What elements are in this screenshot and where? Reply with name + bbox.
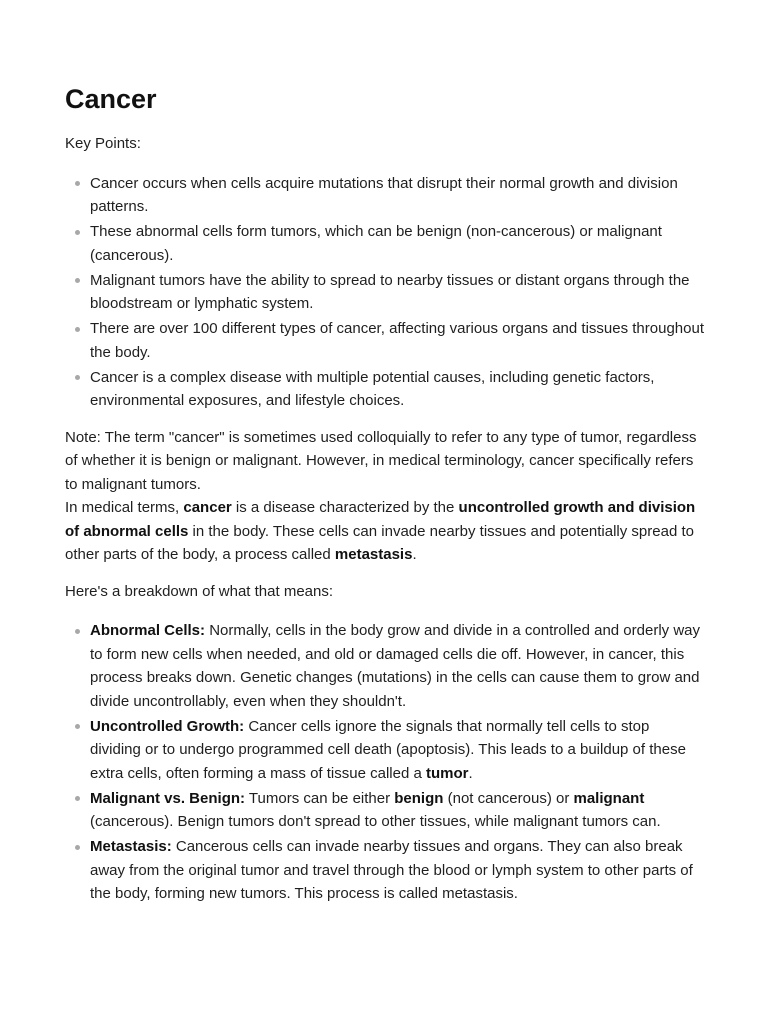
breakdown-item-metastasis [65, 835, 704, 906]
note-paragraph: Note: The term "cancer" is sometimes used colloquially to refer to any type of tumor, regardless of whether it is benign or malignant. However, in medical terminology, cancer specifically refers to malignant tumors. [65, 428, 697, 493]
page-title: Cancer [65, 84, 157, 114]
definition-text: . [412, 546, 417, 563]
breakdown-intro: Here's a breakdown of what that means: [65, 582, 334, 600]
item-text: (not cancerous) or [443, 789, 574, 807]
breakdown-item-abnormal-cells [65, 619, 704, 713]
list-item: Cancer occurs when cells acquire mutations that disrupt their normal growth and division patterns. [65, 172, 704, 219]
definition-bold-growth: uncontrolled growth and division of abnormal cells [65, 499, 696, 540]
item-label: Malignant vs. Benign: [90, 789, 246, 807]
item-text: Cancerous cells can invade nearby tissues and organs. They can also break away from the original tumor and travel through the blood or lymph system to other parts of the body, forming new tumors. This process is called metastasis. [90, 838, 693, 902]
item-bold-tumor: tumor [425, 764, 469, 782]
key-points-list [65, 172, 704, 413]
item-label: Metastasis: [90, 838, 172, 855]
item-text: (cancerous). Benign tumors don't spread to other tissues, while malignant tumors can. [90, 813, 661, 830]
definition-bold-cancer: cancer [183, 499, 232, 516]
breakdown-item-uncontrolled-growth [65, 715, 704, 786]
item-bold-benign: benign [394, 789, 444, 807]
key-points-label: Key Points: [65, 135, 141, 152]
definition-bold-metastasis: metastasis [334, 546, 413, 563]
item-label: Abnormal Cells: [90, 622, 206, 639]
definition-paragraph [65, 496, 704, 567]
item-label: Uncontrolled Growth: [90, 717, 245, 735]
list-item: There are over 100 different types of cancer, affecting various organs and tissues throughout the body. [65, 317, 704, 364]
list-item: These abnormal cells form tumors, which can be benign (non-cancerous) or malignant (cancerous). [65, 220, 704, 267]
definition-text: in the body. These cells can invade nearby tissues and potentially spread to other parts of the body, a process called [65, 522, 694, 563]
list-item: Malignant tumors have the ability to spread to nearby tissues or distant organs through the bloodstream or lymphatic system. [65, 269, 704, 316]
item-text: . [468, 764, 473, 782]
item-text: Normally, cells in the body grow and divide in a controlled and orderly way to form new cells when needed, and old or damaged cells die off. However, in cancer, this process breaks down. Genetic changes (mutations) in the cells can cause them to grow and divide uncontrollably, even when they shouldn't. [90, 622, 701, 710]
item-text: Tumors can be either [245, 789, 395, 807]
list-item: Cancer is a complex disease with multiple potential causes, including genetic factors, environmental exposures, and lifestyle choices. [65, 366, 704, 413]
breakdown-item-malignant-vs-benign [65, 787, 704, 834]
item-text: Cancer cells ignore the signals that normally tell cells to stop dividing or to undergo programmed cell death (apoptosis). This leads to a buildup of these extra cells, often forming a mass of tissue called a [90, 717, 686, 782]
definition-text: In medical terms, [65, 499, 184, 516]
definition-text: is a disease characterized by the [231, 499, 459, 516]
item-bold-malignant: malignant [573, 789, 645, 807]
breakdown-list [65, 619, 704, 906]
